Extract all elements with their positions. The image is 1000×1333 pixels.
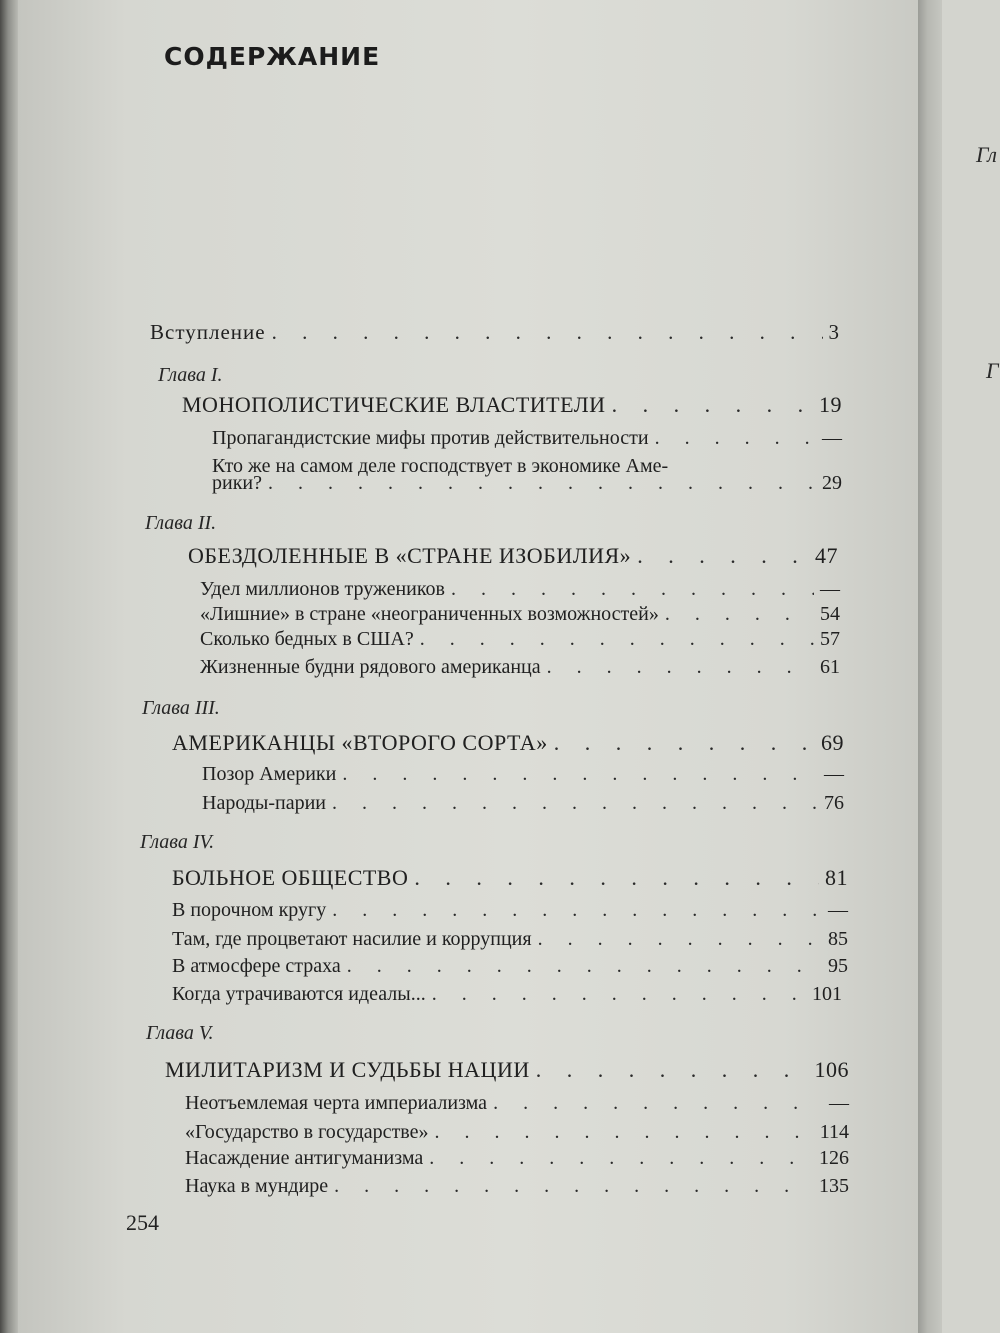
- toc-entry-section[interactable]: [185, 1147, 849, 1170]
- toc-entry-section[interactable]: [200, 603, 840, 626]
- toc-page-number: 47: [815, 543, 838, 568]
- toc-entry-title: В атмосфере страха: [172, 955, 341, 977]
- toc-page-number: 101: [812, 983, 842, 1005]
- dot-leader: [332, 899, 822, 922]
- toc-page-number: 85: [828, 928, 848, 950]
- chapter-label: Глава V.: [146, 1022, 214, 1044]
- toc-page-number: 76: [824, 792, 844, 814]
- toc-entry-section[interactable]: [172, 983, 842, 1006]
- dot-leader: [429, 1147, 813, 1170]
- toc-entry-chapter[interactable]: [165, 1057, 849, 1083]
- toc-entry-section[interactable]: [212, 472, 842, 495]
- dot-leader: [665, 603, 814, 626]
- dot-leader: [536, 1057, 809, 1083]
- dot-leader: [493, 1092, 823, 1115]
- toc-page-number: —: [822, 427, 842, 449]
- toc-entry-title: Наука в мундире: [185, 1175, 329, 1197]
- toc-entry-title: «Государство в государстве»: [185, 1121, 429, 1143]
- toc-entry-title: Неотъемлемая черта империализма: [185, 1092, 488, 1114]
- toc-page-number: 135: [819, 1175, 849, 1197]
- toc-entry-title: Когда утрачиваются идеалы...: [172, 983, 426, 1005]
- toc-page-number: 114: [819, 1121, 849, 1143]
- chapter-label: Глава IV.: [140, 831, 215, 853]
- toc-entry-title: Удел миллионов тружеников: [200, 578, 445, 600]
- dot-leader: [334, 1175, 813, 1198]
- dot-leader: [451, 578, 814, 601]
- toc-page-number: 19: [819, 392, 842, 417]
- dot-leader: [420, 628, 814, 651]
- toc-entry-title: МИЛИТАРИЗМ И СУДЬБЫ НАЦИИ: [165, 1057, 530, 1082]
- toc-entry-section[interactable]: [200, 656, 840, 679]
- toc-entry-chapter[interactable]: [172, 730, 844, 756]
- toc-page-number: 81: [825, 865, 848, 890]
- toc-entry-section[interactable]: [172, 955, 848, 978]
- dot-leader: [347, 955, 822, 978]
- dot-leader: [342, 763, 818, 786]
- dot-leader: [268, 472, 816, 495]
- dot-leader: [435, 1121, 814, 1144]
- dot-leader: [414, 865, 819, 891]
- toc-entry-chapter[interactable]: [182, 392, 842, 418]
- toc-page-number: 126: [819, 1147, 849, 1169]
- toc-page-number: —: [828, 899, 848, 921]
- toc-entry-title: Там, где процветают насилие и коррупция: [172, 928, 532, 950]
- contents-heading: СОДЕРЖАНИЕ: [164, 42, 381, 71]
- toc-entry-title: Жизненные будни рядового американца: [200, 656, 541, 678]
- toc-page-number: 61: [820, 656, 840, 678]
- toc-entry-title: Пропагандистские мифы против действительности: [212, 427, 649, 449]
- toc-entry-title: Насаждение антигуманизма: [185, 1147, 424, 1169]
- dot-leader: [538, 928, 822, 951]
- toc-page-number: 57: [820, 628, 840, 650]
- toc-entry-title-line1: Кто же на самом деле господствует в экономике Аме-: [212, 455, 669, 477]
- toc-entry-section[interactable]: [185, 1121, 849, 1144]
- right-page-fragment: Гл: [976, 142, 997, 167]
- page-number: 254: [126, 1210, 159, 1235]
- right-page-fragment: Г: [986, 358, 999, 383]
- toc-entry-section[interactable]: [200, 578, 840, 601]
- toc-entry-section[interactable]: [202, 763, 844, 786]
- toc-page-number: —: [829, 1092, 849, 1114]
- toc-page-number: 69: [821, 730, 844, 755]
- toc-page-number: 29: [822, 472, 842, 494]
- dot-leader: [432, 983, 806, 1006]
- toc-entry-section[interactable]: [202, 792, 844, 815]
- chapter-label: Глава I.: [158, 364, 223, 386]
- toc-entry-chapter[interactable]: [188, 543, 838, 569]
- toc-entry-title: Сколько бедных в США?: [200, 628, 414, 650]
- dot-leader: [272, 320, 823, 345]
- toc-entry-intro[interactable]: [150, 320, 840, 345]
- toc-entry-section[interactable]: [172, 928, 848, 951]
- toc-entry-section[interactable]: [185, 1175, 849, 1198]
- toc-page-number: 95: [828, 955, 848, 977]
- toc-entry-section[interactable]: [172, 899, 848, 922]
- toc-entry-title: Народы-парии: [202, 792, 327, 814]
- dot-leader: [547, 656, 814, 679]
- toc-entry-title: В порочном кругу: [172, 899, 327, 921]
- toc-entry-section[interactable]: [185, 1092, 849, 1115]
- dot-leader: [332, 792, 818, 815]
- toc-entry-title: Вступление: [150, 320, 266, 344]
- toc-page-number: 3: [828, 320, 840, 344]
- toc-entry-section[interactable]: [212, 427, 842, 450]
- toc-entry-title: Позор Америки: [202, 763, 337, 785]
- toc-entry-chapter[interactable]: [172, 865, 848, 891]
- toc-entry-section[interactable]: [200, 628, 840, 651]
- toc-page-number: 106: [814, 1057, 849, 1082]
- toc-entry-title: БОЛЬНОЕ ОБЩЕСТВО: [172, 865, 409, 890]
- toc-entry-title: МОНОПОЛИСТИЧЕСКИЕ ВЛАСТИТЕЛИ: [182, 392, 606, 417]
- toc-entry-title: ОБЕЗДОЛЕННЫЕ В «СТРАНЕ ИЗОБИЛИЯ»: [188, 543, 632, 568]
- toc-page-number: 54: [820, 603, 840, 625]
- chapter-label: Глава III.: [142, 697, 220, 719]
- toc-entry-title: рики?: [212, 472, 262, 494]
- toc-entry-title: «Лишние» в стране «неограниченных возможностей»: [200, 603, 659, 625]
- dot-leader: [612, 392, 813, 418]
- dot-leader: [655, 427, 816, 450]
- toc-page-number: —: [824, 763, 844, 785]
- toc-entry-title: АМЕРИКАНЦЫ «ВТОРОГО СОРТА»: [172, 730, 548, 755]
- chapter-label: Глава II.: [145, 512, 217, 534]
- dot-leader: [554, 730, 815, 756]
- toc-page-number: —: [820, 578, 840, 600]
- dot-leader: [637, 543, 809, 569]
